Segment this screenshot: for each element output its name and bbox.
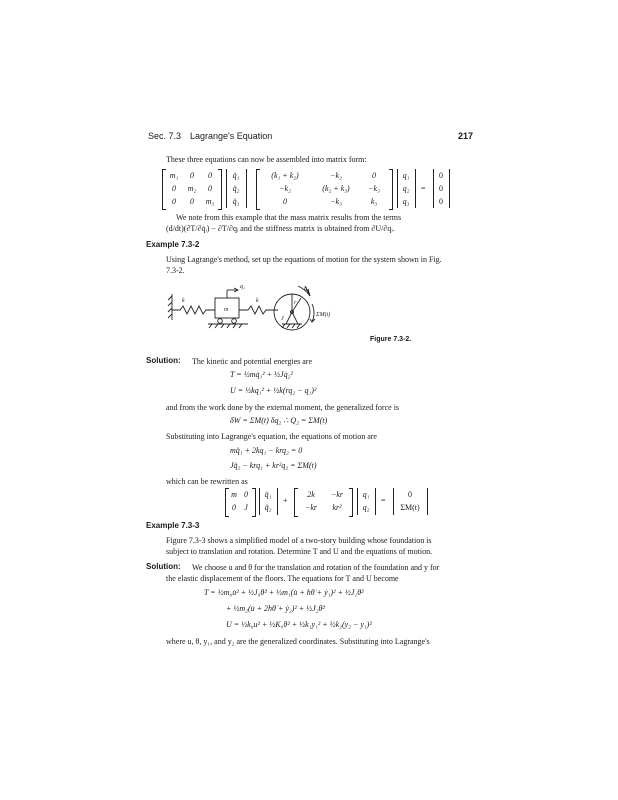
solution-text: The kinetic and potential energies are — [192, 357, 313, 366]
equation-potential-energy: U = ½kq₁² + ½k(rq₂ − q₁)² — [230, 386, 317, 395]
example-prompt-line-1: Using Lagrange's method, set up the equations of motion for the system shown in Fig. — [166, 255, 442, 264]
vector-cell: q̈₁ — [232, 171, 240, 180]
equation-kinetic-energy: T = ½m₀u̇² + ½J₀θ̇² + ½m₁(u̇ + hθ̇ + ẏ₁)² + ½J₁θ̇² — [204, 588, 364, 597]
vector-cell: q₂ — [402, 184, 410, 193]
vector-cell: ΣΜ(t) — [400, 503, 420, 512]
mass-label: m — [224, 307, 229, 313]
matrix-cell: (k₁ + k₂) — [271, 171, 299, 180]
vector-cell: q̈₁ — [264, 490, 272, 499]
vector-cell: q₁ — [362, 490, 370, 499]
vector-brace — [277, 488, 278, 515]
matrix-cell: 0 — [208, 184, 212, 193]
solution-text-line-2: the elastic displacement of the floors. The equations for T and U become — [166, 574, 399, 583]
bracket — [389, 169, 393, 210]
spring-label: k — [182, 298, 185, 304]
vector-brace — [259, 488, 260, 515]
equation-motion-1: mq̈₁ + 2kq₁ − krq₂ = 0 — [230, 446, 303, 455]
vector-brace — [415, 169, 416, 208]
solution-text-line-1: We choose u and θ for the translation and rotation of the foundation and y for — [192, 563, 440, 572]
matrix-cell: m — [231, 490, 237, 499]
vector-brace — [226, 169, 227, 208]
vector-cell: q₁ — [402, 171, 410, 180]
page-number: 217 — [458, 131, 474, 141]
note-line-2: (d/dt)(∂T/∂q̇ᵢ) − ∂T/∂qᵢ and the stiffness matrix is obtained from ∂U/∂qᵢ. — [166, 224, 395, 233]
vector-cell: 0 — [439, 171, 443, 180]
vector-brace — [397, 169, 398, 208]
example-heading: Example 7.3-3 — [146, 521, 200, 530]
equals-sign: = — [381, 496, 386, 505]
note-line-1: We note from this example that the mass matrix results from the terms — [176, 213, 402, 222]
moment-label: ΣΜ(t) — [316, 312, 331, 318]
vector-brace — [375, 488, 376, 515]
figure-7-3-2 — [160, 280, 420, 344]
bracket — [252, 488, 256, 517]
plus-sign: + — [283, 496, 288, 505]
vector-cell: q̈₂ — [264, 503, 272, 512]
vector-brace — [449, 169, 450, 208]
coordinate-label: q₂ — [304, 286, 310, 292]
matrix-cell: −k₂ — [330, 171, 342, 180]
matrix-cell: J — [244, 503, 248, 512]
coordinate-label: q₁ — [240, 284, 246, 290]
vector-cell: 0 — [439, 184, 443, 193]
example-prompt-line-2: 7.3-2. — [166, 266, 185, 275]
equation-kinetic-energy: T = ½mq̇₁² + ½Jq̇₂² — [230, 370, 293, 379]
bracket — [218, 169, 222, 210]
vector-cell: 0 — [408, 490, 412, 499]
equation-generalized-force: δW = ΣΜ(t) δq₂ ∴ Q₂ = ΣΜ(t) — [230, 416, 328, 425]
matrix-cell: 2k — [307, 490, 315, 499]
matrix-cell: (k₂ + k₃) — [322, 184, 350, 193]
radius-label: r — [294, 300, 297, 306]
matrix-cell: −k₂ — [279, 184, 291, 193]
inertia-label: J — [281, 316, 284, 322]
matrix-cell: kr² — [332, 503, 342, 512]
work-text: and from the work done by the external moment, the generalized force is — [166, 403, 400, 412]
substitution-text: Substituting into Lagrange's equation, the equations of motion are — [166, 432, 377, 441]
matrix-cell: m₂ — [187, 184, 197, 193]
matrix-cell: 0 — [283, 197, 287, 206]
example-prompt-line-1: Figure 7.3-3 shows a simplified model of a two-story building whose foundation is — [166, 536, 432, 545]
matrix-cell: m₃ — [205, 197, 215, 206]
matrix-cell: −kr — [330, 490, 344, 499]
intro-text: These three equations can now be assembled into matrix form: — [166, 155, 367, 164]
solution-label: Solution: — [146, 562, 181, 571]
section-title: Lagrange's Equation — [190, 131, 273, 141]
mechanism-diagram — [160, 280, 420, 344]
matrix-cell: 0 — [172, 184, 176, 193]
matrix-cell: 0 — [172, 197, 176, 206]
vector-brace — [246, 169, 247, 208]
solution-label: Solution: — [146, 356, 181, 365]
matrix-cell: 0 — [372, 171, 376, 180]
matrix-cell: 0 — [244, 490, 248, 499]
equals-sign: = — [421, 184, 426, 193]
matrix-cell: m₁ — [169, 171, 179, 180]
vector-brace — [357, 488, 358, 515]
vector-cell: q̈₂ — [232, 184, 240, 193]
spring-label: k — [256, 298, 259, 304]
matrix-cell: 0 — [190, 197, 194, 206]
equation-potential-energy: U = ½k₀u² + ½K₀θ² + ½k₁y₁² + ½k₂(y₂ − y₁)² — [226, 620, 372, 629]
vector-brace — [433, 169, 434, 208]
example-prompt-line-2: subject to translation and rotation. Determine T and U and the equations of motion. — [166, 547, 433, 556]
vector-brace — [393, 488, 394, 515]
matrix-cell: −k₃ — [330, 197, 342, 206]
vector-cell: q₃ — [402, 197, 410, 206]
section-label: Sec. 7.3 — [148, 131, 182, 141]
vector-cell: q̈₃ — [232, 197, 240, 206]
equation-motion-2: Jq̈₂ − krq₁ + kr²q₂ = ΣΜ(t) — [230, 461, 317, 470]
matrix-cell: −k₃ — [368, 184, 380, 193]
vector-brace — [427, 488, 428, 515]
coordinates-text: where u, θ, y₁, and y₂ are the generalized coordinates. Substituting into Lagrange's — [166, 637, 430, 646]
matrix-cell: −kr — [304, 503, 318, 512]
bracket — [349, 488, 353, 517]
matrix-cell: 0 — [232, 503, 236, 512]
matrix-cell: 0 — [190, 171, 194, 180]
rewrite-text: which can be rewritten as — [166, 477, 248, 486]
figure-caption: Figure 7.3-2. — [370, 336, 412, 343]
example-heading: Example 7.3-2 — [146, 240, 200, 249]
matrix-cell: k₃ — [370, 197, 378, 206]
vector-cell: q₂ — [362, 503, 370, 512]
vector-cell: 0 — [439, 197, 443, 206]
matrix-cell: 0 — [208, 171, 212, 180]
equation-kinetic-energy-cont: + ½m₂(u̇ + 2hθ̇ + ẏ₂)² + ½J₂θ̇² — [226, 604, 325, 613]
